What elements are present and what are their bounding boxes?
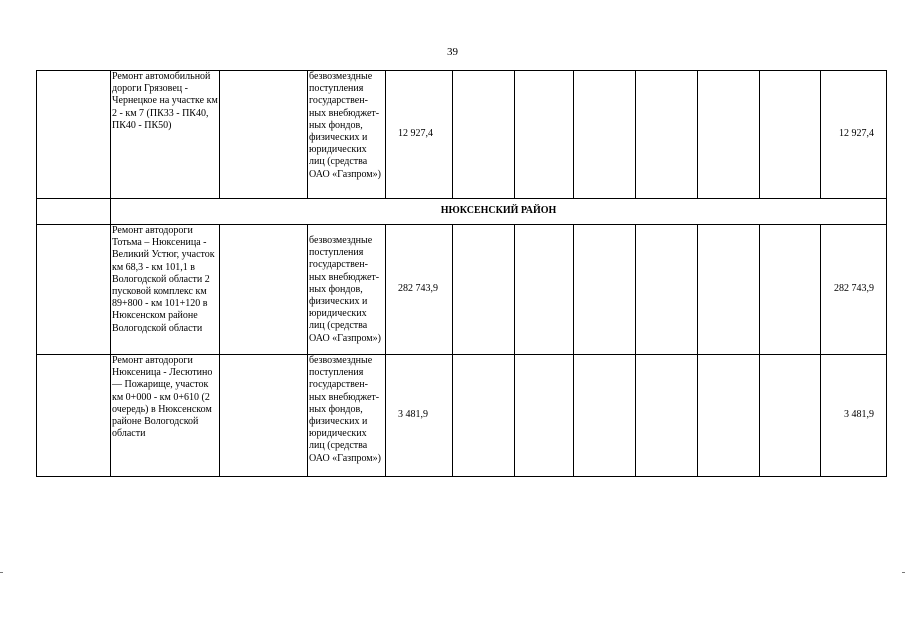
total-cell: 282 743,9 <box>821 225 887 355</box>
funding-source-cell: безвозмездные поступления государствен-ных внебюджет-ных фондов, физических и юридических лиц (средства ОАО «Газпром») <box>308 225 386 355</box>
empty-cell <box>698 225 760 355</box>
table-row <box>37 71 887 199</box>
total-cell: 3 481,9 <box>821 355 887 477</box>
funding-source-cell: безвозмездные поступления государствен-ных внебюджет-ных фондов, физических и юридических лиц (средства ОАО «Газпром») <box>308 355 386 477</box>
row-number-cell <box>37 225 111 355</box>
scan-mark-left <box>0 572 3 573</box>
amount-cell: 282 743,9 <box>386 225 453 355</box>
total-cell: 12 927,4 <box>821 71 887 199</box>
empty-cell <box>574 71 636 199</box>
row-number-cell <box>37 71 111 199</box>
empty-cell <box>220 225 308 355</box>
empty-cell <box>760 71 821 199</box>
section-title: НЮКСЕНСКИЙ РАЙОН <box>111 199 887 225</box>
funding-source-cell: безвозмездные поступления государствен-ных внебюджет-ных фондов, физических и юридических лиц (средства ОАО «Газпром») <box>308 71 386 199</box>
empty-cell <box>220 71 308 199</box>
amount-cell: 3 481,9 <box>386 355 453 477</box>
table-row <box>37 355 887 477</box>
empty-cell <box>220 355 308 477</box>
empty-cell <box>453 225 515 355</box>
empty-cell <box>453 355 515 477</box>
empty-cell <box>515 225 574 355</box>
empty-cell <box>636 71 698 199</box>
amount-cell: 12 927,4 <box>386 71 453 199</box>
empty-cell <box>515 71 574 199</box>
empty-cell <box>574 225 636 355</box>
object-name-cell: Ремонт автодороги Тотьма – Нюксеница - Великий Устюг, участок км 68,3 - км 101,1 в Вологодской области 2 пусковой комплекс км 89+800 - км 101+120 в Нюксенском районе Вологодской области <box>111 225 220 355</box>
table-row <box>37 225 887 355</box>
page-number: 39 <box>447 46 458 58</box>
empty-cell <box>698 355 760 477</box>
section-row <box>37 199 887 225</box>
empty-cell <box>515 355 574 477</box>
empty-cell <box>453 71 515 199</box>
empty-cell <box>574 355 636 477</box>
row-number-cell <box>37 199 111 225</box>
empty-cell <box>698 71 760 199</box>
empty-cell <box>760 355 821 477</box>
empty-cell <box>636 225 698 355</box>
budget-table <box>36 70 887 477</box>
empty-cell <box>636 355 698 477</box>
row-number-cell <box>37 355 111 477</box>
object-name-cell: Ремонт автомобильной дороги Грязовец - Чернецкое на участке км 2 - км 7 (ПК33 - ПК40, ПК40 - ПК50) <box>111 71 220 199</box>
empty-cell <box>760 225 821 355</box>
object-name-cell: Ремонт автодороги Нюксеница - Лесютино — Пожарище, участок км 0+000 - км 0+610 (2 очередь) в Нюксенском районе Вологодской области <box>111 355 220 477</box>
